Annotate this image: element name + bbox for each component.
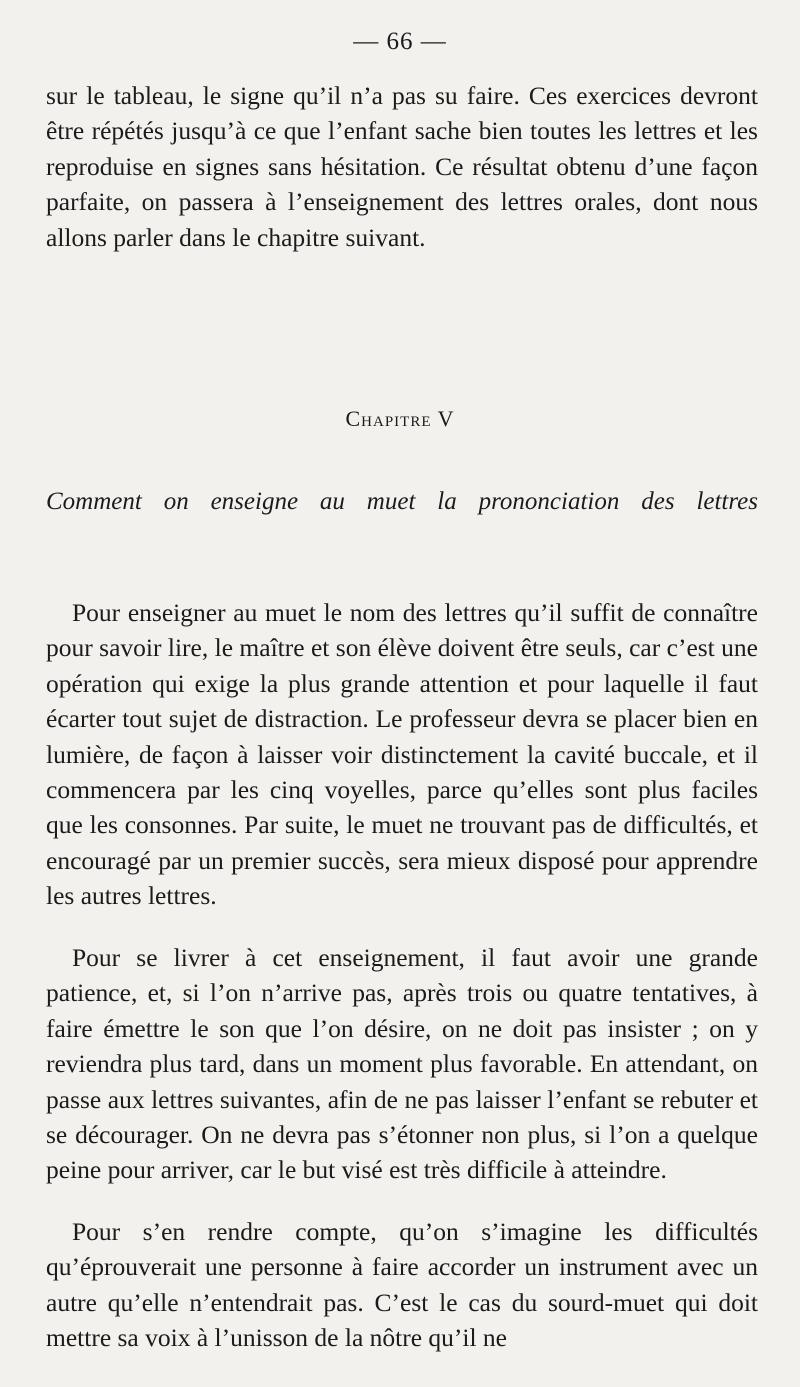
chapter-label: Chapitre V <box>345 406 455 431</box>
paragraph-2: Pour se livrer à cet enseignement, il faut avoir une grande patience, et, si l’on n’arrive pas, après trois ou quatre tentatives, à faire émettre le son que l’on désire, on ne doit pas insister ; on y reviendra plus tard, dans un moment plus favorable. En attendant, on passe aux lettres suivantes, afin de ne pas laisser l’enfant se rebuter et se décourager. On ne devra pas s’étonner non plus, si l’on a quelque peine pour arriver, car le but visé est très difficile à atteindre. <box>46 943 758 1185</box>
paragraph-continued: sur le tableau, le signe qu’il n’a pas su faire. Ces exercices devront être répétés jusqu’à ce que l’enfant sache bien toutes les lettres et les reproduise en signes sans hésitation. Ce résultat obtenu d’une façon parfaite, on passera à l’enseignement des lettres orales, dont nous allons parler dans le chapitre suivant. <box>46 81 758 252</box>
paragraph-3: Pour s’en rendre compte, qu’on s’imagine les difficultés qu’éprouverait une personne à faire accorder un instrument avec un autre qu’elle n’entendrait pas. C’est le cas du sourd-muet qui doit mettre sa voix à l’unisson de la nôtre qu’il ne <box>46 1217 758 1353</box>
chapter-title: Comment on enseigne au muet la prononciation des lettres <box>46 488 758 515</box>
page-number: — 66 — <box>353 28 447 55</box>
paragraph-1: Pour enseigner au muet le nom des lettres qu’il suffit de connaître pour savoir lire, le maître et son élève doivent être seuls, car c’est une opération qui exige la plus grande attention et pour laquelle il faut écarter tout sujet de distraction. Le professeur devra se placer bien en lumière, de façon à laisser voir distinctement la cavité buccale, et il commencera par les cinq voyelles, parce qu’elles sont plus faciles que les consonnes. Par suite, le muet ne trouvant pas de difficultés, et encouragé par un premier succès, sera mieux disposé pour apprendre les autres lettres. <box>46 598 758 911</box>
